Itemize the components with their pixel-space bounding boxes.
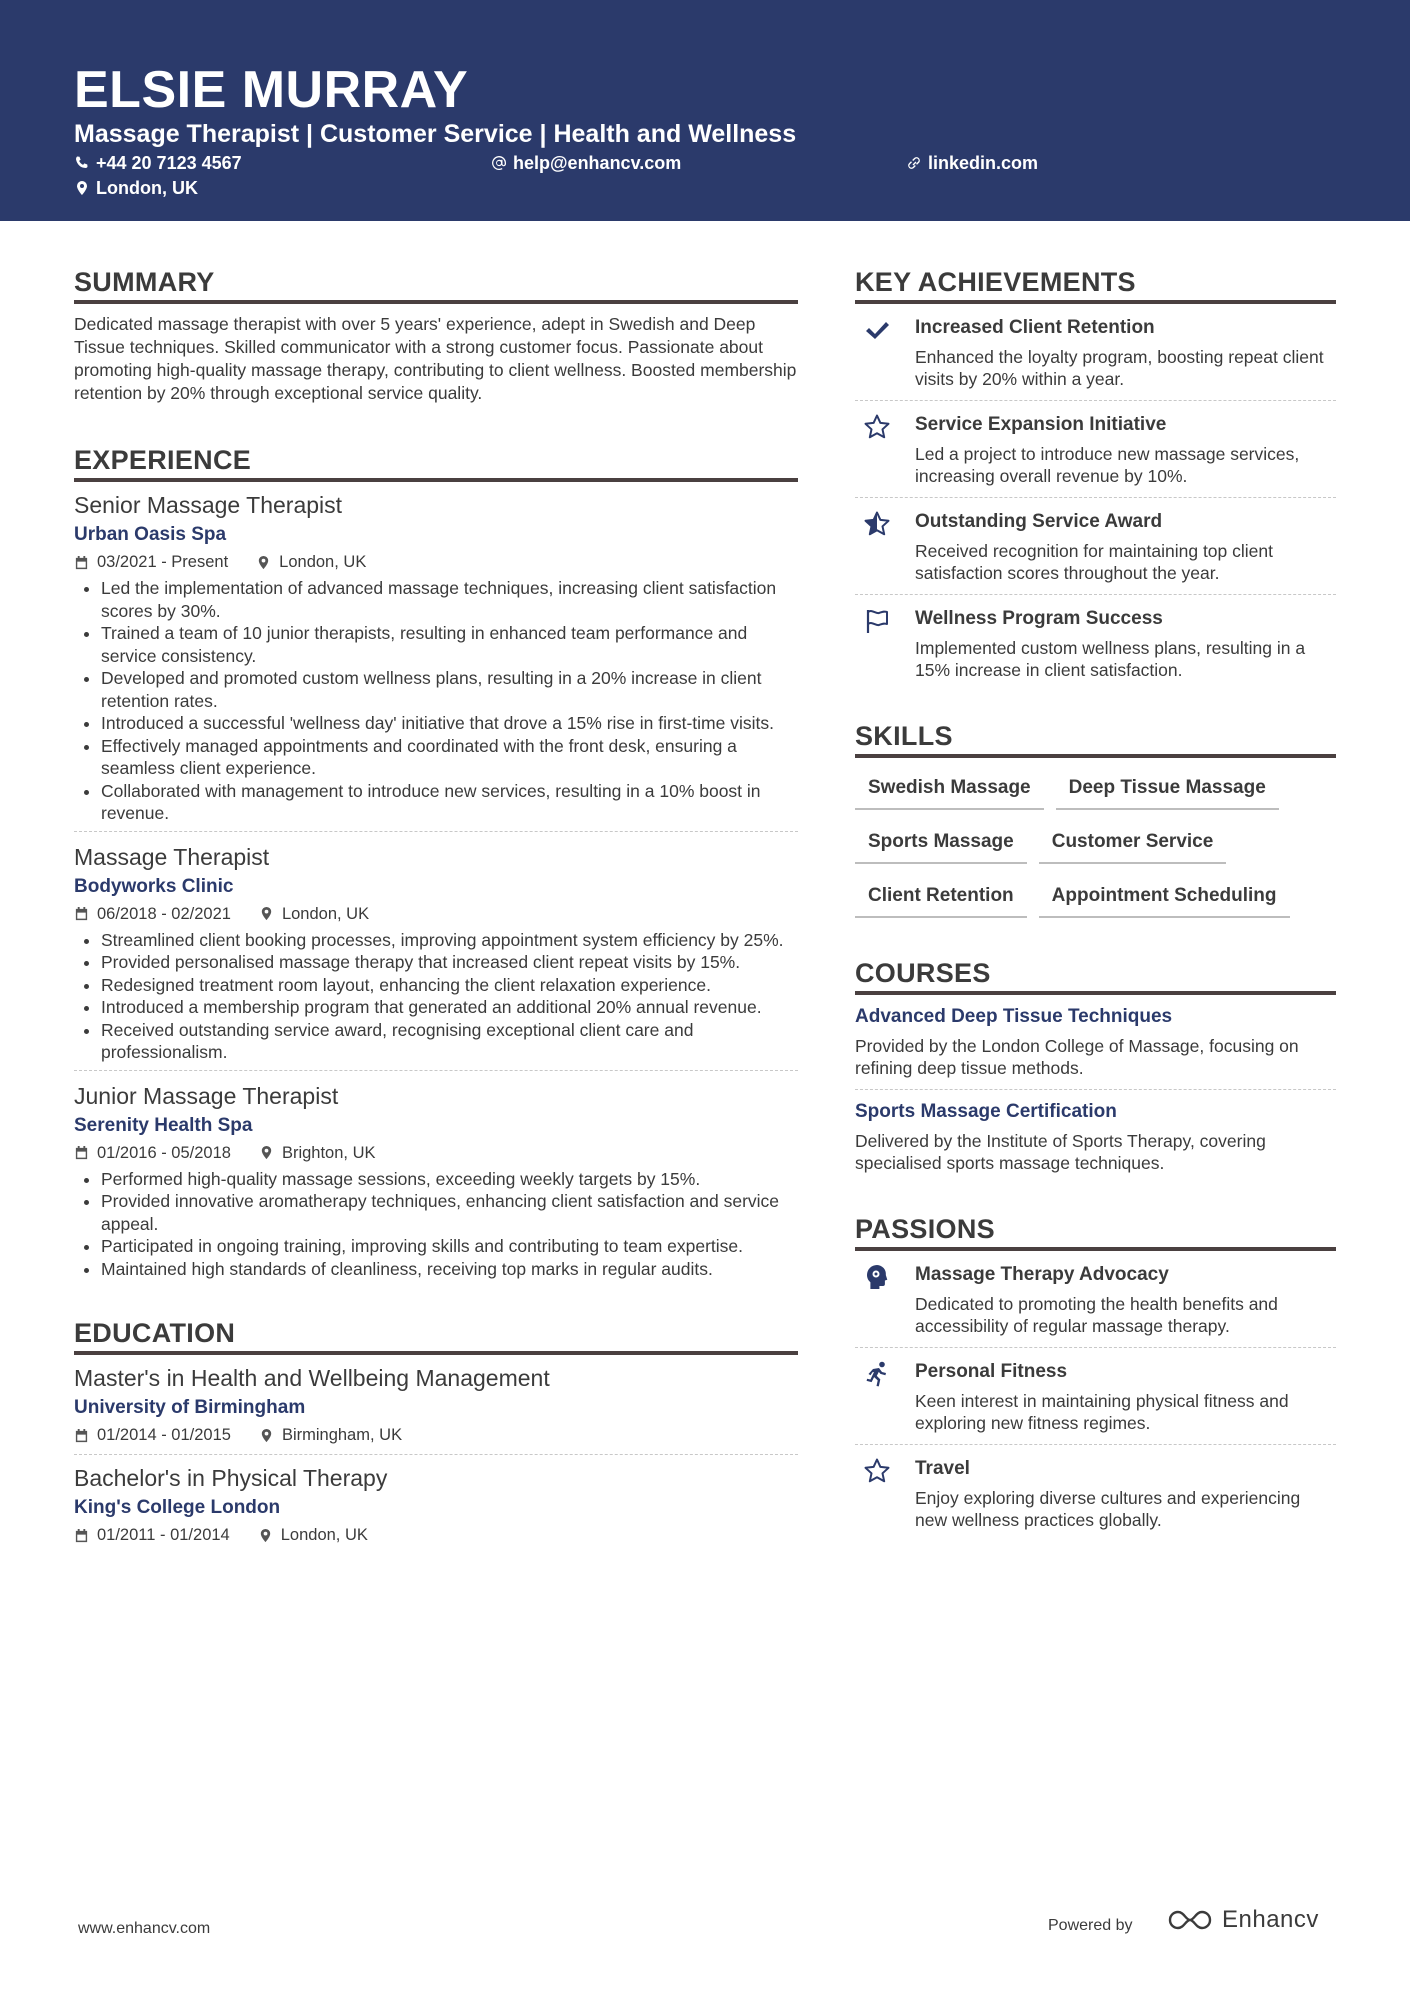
left-column <box>74 265 798 1558</box>
skill-tag: Sports Massage <box>855 826 1027 864</box>
running-icon <box>863 1360 891 1388</box>
skill-tag: Client Retention <box>855 880 1027 918</box>
achievement-title: Outstanding Service Award <box>915 511 1163 532</box>
experience-entry <box>74 1081 798 1287</box>
experience-entry <box>74 490 798 832</box>
calendar-icon <box>74 1145 89 1160</box>
contact-phone <box>74 151 242 175</box>
job-location: London, UK <box>279 553 367 571</box>
job-meta <box>74 551 798 573</box>
skill-tag: Customer Service <box>1039 826 1227 864</box>
job-title: Massage Therapist <box>74 843 270 870</box>
passions-heading: PASSIONS <box>855 1212 1336 1251</box>
skills-list <box>855 772 1336 934</box>
achievement-item <box>855 595 1336 691</box>
star-half-icon <box>863 510 891 538</box>
course-desc: Provided by the London College of Massage, focusing on refining deep tissue methods. <box>855 1036 1299 1078</box>
experience-entry <box>74 842 798 1071</box>
brand-name: Enhancv <box>1222 1906 1319 1933</box>
footer-url[interactable]: www.enhancv.com <box>78 1920 211 1937</box>
achievement-desc: Led a project to introduce new massage services, increasing overall revenue by 10%. <box>915 444 1300 486</box>
education-dates: 01/2014 - 01/2015 <box>97 1426 231 1444</box>
bullet-item: • Developed and promoted custom wellness plans, resulting in a 20% increase in client retention rates. <box>101 667 798 712</box>
company-name: Urban Oasis Spa <box>74 524 227 545</box>
job-meta <box>74 903 798 925</box>
calendar-icon <box>74 906 89 921</box>
achievement-item <box>855 304 1336 401</box>
education-section <box>74 1316 798 1554</box>
bullet-item: • Introduced a successful 'wellness day' initiative that drove a 15% rise in first-time visits. <box>101 712 798 735</box>
bullet-item: • Effectively managed appointments and coordinated with the front desk, ensuring a seamless client experience. <box>101 735 798 780</box>
courses-heading: COURSES <box>855 956 1336 995</box>
location-pin-icon <box>256 555 271 570</box>
location-pin-icon <box>74 180 90 196</box>
experience-section <box>74 443 798 1286</box>
course-title: Sports Massage Certification <box>855 1101 1117 1122</box>
location-pin-icon <box>258 1528 273 1543</box>
bullet-item: • Streamlined client booking processes, improving appointment system efficiency by 25%. <box>101 929 798 952</box>
skill-tag: Swedish Massage <box>855 772 1044 810</box>
passion-title: Travel <box>915 1458 970 1479</box>
education-entry <box>74 1463 798 1554</box>
checkmark-icon <box>863 316 891 344</box>
bullet-item: • Collaborated with management to introduce new services, resulting in a 10% boost in revenue. <box>101 780 798 825</box>
bullet-item: • Performed high-quality massage sessions, exceeding weekly targets by 15%. <box>101 1168 798 1191</box>
summary-section <box>74 265 798 405</box>
candidate-tagline: Massage Therapist | Customer Service | Health and Wellness <box>74 120 797 148</box>
location-text: London, UK <box>96 178 198 198</box>
achievement-title: Wellness Program Success <box>915 608 1163 629</box>
bullet-item: • Led the implementation of advanced massage techniques, increasing client satisfaction scores by 30%. <box>101 577 798 622</box>
achievements-heading: KEY ACHIEVEMENTS <box>855 265 1336 304</box>
company-name: Serenity Health Spa <box>74 1114 253 1136</box>
education-location: Birmingham, UK <box>281 1426 403 1444</box>
passion-desc: Keen interest in maintaining physical fitness and exploring new fitness regimes. <box>915 1391 1289 1433</box>
at-icon <box>491 155 507 171</box>
job-dates: 03/2021 - Present <box>97 553 229 571</box>
right-column <box>855 265 1336 1541</box>
flag-icon <box>863 607 891 635</box>
star-outline-icon <box>863 413 891 441</box>
passions-section <box>855 1212 1336 1541</box>
company-name: Bodyworks Clinic <box>74 875 234 897</box>
brand-logo[interactable] <box>1166 1906 1319 1934</box>
course-desc: Delivered by the Institute of Sports Therapy, covering specialised sports massage techniques. <box>855 1131 1266 1173</box>
skills-section <box>855 719 1336 934</box>
education-dates: 01/2011 - 01/2014 <box>97 1526 230 1544</box>
passion-desc: Dedicated to promoting the health benefits and accessibility of regular massage therapy. <box>915 1294 1278 1336</box>
achievement-desc: Enhanced the loyalty program, boosting repeat client visits by 20% within a year. <box>915 347 1324 389</box>
job-location: London, UK <box>281 904 370 923</box>
skills-heading: SKILLS <box>855 719 1336 758</box>
achievement-item <box>855 401 1336 498</box>
course-title: Advanced Deep Tissue Techniques <box>855 1006 1173 1027</box>
location-pin-icon <box>259 1428 274 1443</box>
school-name: University of Birmingham <box>74 1397 306 1418</box>
contact-email[interactable] <box>491 151 681 175</box>
experience-heading: EXPERIENCE <box>74 443 798 482</box>
passion-title: Personal Fitness <box>915 1361 1068 1382</box>
job-meta <box>74 1142 798 1164</box>
achievement-item <box>855 498 1336 595</box>
job-title: Senior Massage Therapist <box>74 492 343 518</box>
passion-item <box>855 1348 1336 1445</box>
skill-tag: Appointment Scheduling <box>1039 880 1290 918</box>
degree-title: Master's in Health and Wellbeing Management <box>74 1365 550 1391</box>
skill-tag: Deep Tissue Massage <box>1056 772 1279 810</box>
bullet-item: • Maintained high standards of cleanliness, receiving top marks in regular audits. <box>101 1258 798 1281</box>
education-entry <box>74 1363 798 1455</box>
education-meta <box>74 1524 798 1546</box>
phone-icon <box>74 155 90 171</box>
passion-title: Massage Therapy Advocacy <box>915 1264 1169 1285</box>
bullet-item: • Trained a team of 10 junior therapists, resulting in enhanced team performance and service consistency. <box>101 622 798 667</box>
bullet-item: • Provided personalised massage therapy that increased client repeat visits by 15%. <box>101 951 798 974</box>
education-heading: EDUCATION <box>74 1316 798 1355</box>
bullet-item: • Participated in ongoing training, improving skills and contributing to team expertise. <box>101 1235 798 1258</box>
powered-by-label: Powered by <box>1048 1917 1133 1934</box>
achievement-title: Increased Client Retention <box>915 317 1155 338</box>
course-item <box>855 995 1336 1090</box>
education-meta <box>74 1424 798 1446</box>
job-bullets <box>74 1168 798 1281</box>
passion-item <box>855 1251 1336 1348</box>
job-location: Brighton, UK <box>281 1143 376 1162</box>
bullet-item: • Introduced a membership program that generated an additional 20% annual revenue. <box>101 996 798 1019</box>
resume-header <box>0 0 1410 221</box>
job-dates: 06/2018 - 02/2021 <box>97 904 231 923</box>
location-pin-icon <box>259 1145 274 1160</box>
degree-title: Bachelor's in Physical Therapy <box>74 1465 388 1491</box>
job-bullets <box>74 577 798 825</box>
passion-item <box>855 1445 1336 1541</box>
link-icon <box>906 155 922 171</box>
contact-location <box>74 176 198 200</box>
course-item <box>855 1090 1336 1184</box>
bullet-item: • Redesigned treatment room layout, enhancing the client relaxation experience. <box>101 974 798 997</box>
bullet-item: • Provided innovative aromatherapy techniques, enhancing client satisfaction and service appeal. <box>101 1190 798 1235</box>
linkedin-link[interactable]: linkedin.com <box>928 153 1039 173</box>
enhancv-logo-icon <box>1166 1907 1214 1933</box>
education-location: London, UK <box>280 1526 368 1544</box>
achievement-desc: Implemented custom wellness plans, resulting in a 15% increase in client satisfaction. <box>915 638 1306 680</box>
achievement-desc: Received recognition for maintaining top client satisfaction scores throughout the year. <box>915 541 1273 583</box>
head-brain-icon <box>863 1263 891 1291</box>
achievements-section <box>855 265 1336 691</box>
calendar-icon <box>74 555 89 570</box>
courses-section <box>855 956 1336 1184</box>
passion-desc: Enjoy exploring diverse cultures and experiencing new wellness practices globally. <box>915 1488 1301 1530</box>
calendar-icon <box>74 1428 89 1443</box>
phone-text: +44 20 7123 4567 <box>96 153 242 173</box>
calendar-icon <box>74 1528 89 1543</box>
email-link[interactable]: help@enhancv.com <box>513 153 682 173</box>
location-pin-icon <box>259 906 274 921</box>
star-outline-icon <box>863 1457 891 1485</box>
bullet-item: • Received outstanding service award, recognising exceptional client care and professionalism. <box>101 1019 798 1064</box>
summary-heading: SUMMARY <box>74 265 798 304</box>
contact-linkedin[interactable] <box>906 151 1038 175</box>
candidate-name: ELSIE MURRAY <box>74 61 469 119</box>
achievement-title: Service Expansion Initiative <box>915 414 1167 435</box>
job-title: Junior Massage Therapist <box>74 1082 339 1109</box>
summary-text: Dedicated massage therapist with over 5 years' experience, adept in Swedish and Deep Tissue techniques. Skilled communicator with a strong customer focus. Passionate about promoting high-quality massage therapy, contributing to client wellness. Boosted membership retention by 20% through exceptional service quality. <box>74 314 797 403</box>
school-name: King's College London <box>74 1497 281 1518</box>
job-dates: 01/2016 - 05/2018 <box>97 1143 231 1162</box>
job-bullets <box>74 929 798 1064</box>
